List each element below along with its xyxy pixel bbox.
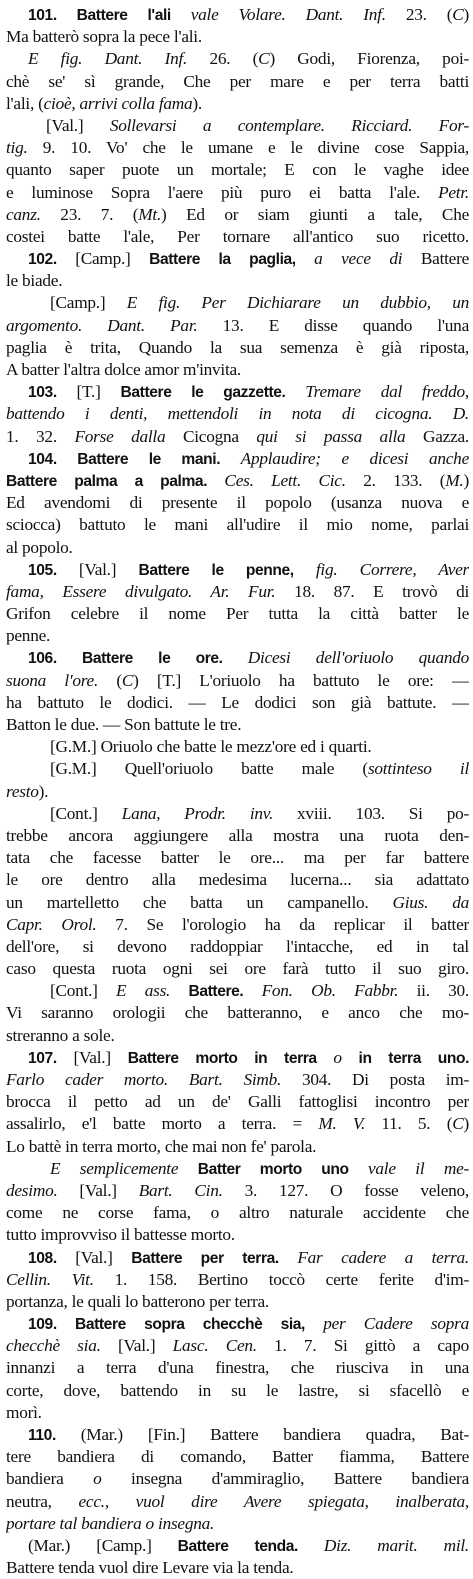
italic-text: vale Volare. Dant. Inf. [190, 5, 386, 24]
italic-text: cioè, arrivi colla fama [43, 93, 193, 113]
body-text: 11. 5. ( [365, 1114, 453, 1134]
entry-line [6, 1491, 469, 1513]
body-text: paglia è trita, Quando la sua semenza è già riposta, [6, 337, 469, 357]
entry-line [6, 892, 469, 914]
entry-line [6, 736, 469, 758]
italic-text: Diz. marit. mil. [323, 1535, 469, 1555]
entry-line [6, 403, 469, 425]
headword-text: 110. [28, 1427, 81, 1444]
italic-text: Fon. Ob. Fabbr. [261, 981, 399, 1001]
body-text: ) Ed or siam giunti a tale, Che [161, 204, 469, 224]
body-text: 7. Se l'orologio ha da replicar il batter [96, 914, 469, 934]
italic-text: C [452, 5, 464, 24]
entry-line [6, 248, 469, 270]
italic-text: C [258, 49, 270, 69]
body-text: Ed avendomi di presente il popolo (usanza nuova e [6, 493, 469, 513]
italic-text: o [93, 1469, 102, 1489]
entry-line [6, 581, 469, 603]
body-text: [G.M.] Quell'oriuolo batte male ( [50, 759, 368, 779]
body-text: 1. 7. Si gittò a capo [256, 1336, 469, 1356]
headword-text: Batter morto uno [197, 1160, 368, 1178]
entry-line [6, 1202, 469, 1224]
body-text: [Cont.] [50, 981, 117, 1001]
body-text: 9. 10. Vo' che le umane e le divine cose Sappia, [27, 138, 469, 158]
body-text: chè se' sì grande, Che per mare e per terra batti [6, 71, 469, 91]
italic-text: portare tal bandiera o insegna. [6, 1513, 215, 1533]
body-text: portanza, le quali lo batterono per terra. [6, 1291, 269, 1311]
entry-line [6, 137, 469, 159]
entry-line [6, 1025, 469, 1047]
body-text: xviii. 103. Si po- [273, 803, 469, 823]
body-text: Gazza. [405, 426, 469, 446]
entry-line [6, 1357, 469, 1379]
dictionary-entry [6, 1047, 469, 1247]
italic-text: Petr. [438, 182, 469, 202]
entry-line [6, 1247, 469, 1269]
body-text: streranno a sole. [6, 1025, 115, 1045]
headword-text: Battere le ore. [81, 650, 248, 668]
body-text: [Val.] [75, 1247, 132, 1267]
body-text: assalirlo, e'l batte morto a terra. = [6, 1114, 319, 1134]
italic-text: Tremare dal freddo, [305, 382, 469, 402]
headword-text: Battere sopra checchè sia, [74, 1316, 324, 1334]
entry-line [6, 1091, 469, 1113]
entry-line [6, 448, 469, 470]
entry-line [6, 869, 469, 891]
italic-text: per Cadere sopra [323, 1314, 469, 1334]
headword-text: 103. [28, 384, 77, 402]
headword-text: Battere. [188, 983, 262, 1001]
body-text: ) [T.] L'oriuolo ha battuto le ore: — [133, 670, 469, 690]
entry-line [6, 315, 469, 337]
body-text: Battere [402, 249, 469, 269]
entry-line [6, 825, 469, 847]
entry-line [6, 426, 469, 448]
italic-text: Lana, Prodr. inv. [121, 803, 274, 823]
body-text: 18. 87. E trovò di [275, 581, 469, 601]
italic-text: vale il me- [368, 1158, 469, 1178]
entry-line [6, 1224, 469, 1246]
entry-line [6, 1535, 469, 1557]
headword-text: 101. [28, 7, 77, 24]
body-text: ha battuto le dodici. — Le dodici son già battute. — [6, 692, 469, 712]
entry-line [6, 26, 469, 48]
italic-text: E fig. Dant. Inf. [28, 49, 188, 69]
body-text: al popolo. [6, 537, 73, 557]
headword-text: Battere le mani. [77, 450, 241, 468]
entry-line [6, 980, 469, 1002]
entry-line [6, 958, 469, 980]
entry-line [6, 1180, 469, 1202]
entry-line [6, 1136, 469, 1158]
body-text: [Val.] [46, 115, 110, 135]
body-text: 1. 32. [6, 426, 75, 446]
italic-text: Dicesi dell'oriuolo quando [247, 648, 469, 668]
entry-line [6, 1291, 469, 1313]
body-text: ). [38, 781, 49, 801]
body-text: 26. ( [187, 49, 259, 69]
italic-text: Cellin. Vit. [6, 1269, 94, 1289]
body-text: Battere tenda vuol dire Levare via la tenda. [6, 1558, 294, 1578]
entry-line [6, 1557, 469, 1579]
italic-text: M. [445, 470, 464, 490]
body-text: (Mar.) [Camp.] [28, 1535, 178, 1555]
body-text: A batter l'altra dolce amor m'invita. [6, 360, 241, 379]
dictionary-entry [6, 448, 469, 559]
entry-line [6, 1113, 469, 1135]
entry-line [6, 936, 469, 958]
entry-line [6, 381, 469, 403]
body-text: trebbe ancora aggiungere alla mostra una ruota den- [6, 825, 469, 845]
entry-line [6, 1047, 469, 1069]
headword-text: Battere tenda. [177, 1537, 324, 1555]
body-text: [Cont.] [50, 803, 122, 823]
italic-text: Ces. Lett. Cic. [224, 470, 346, 490]
body-text: tutto improvviso il battesse morto. [6, 1225, 235, 1245]
body-text: 3. 127. O fosse veleno, [222, 1180, 469, 1200]
italic-text: Gius. da [392, 892, 469, 912]
entry-line [6, 1380, 469, 1402]
italic-text: battendo i denti, mettendoli in nota di cicogna. D. [6, 404, 469, 424]
entry-line [6, 337, 469, 359]
dictionary-entry [6, 647, 469, 1046]
body-text: ) [463, 1114, 469, 1134]
headword-text: 102. [28, 251, 76, 269]
italic-text: Mt. [138, 204, 162, 224]
italic-text: tig. [6, 138, 28, 158]
italic-text: suona l'ore. [6, 670, 99, 690]
body-text: 304. Di posta im- [281, 1070, 469, 1089]
body-text: un martelletto che batta un campanello. [6, 892, 393, 912]
entry-line [6, 204, 469, 226]
body-text: morì. [6, 1402, 42, 1422]
entry-line [6, 714, 469, 736]
headword-text: Battere morto in terra [127, 1049, 334, 1067]
italic-text: C [121, 670, 134, 690]
italic-text: ecc., vuol dire Avere spiegata, inalberata, [78, 1491, 469, 1511]
headword-text: 104. [28, 450, 78, 468]
body-text: (Mar.) [Fin.] Battere bandiera quadra, Bat- [80, 1425, 469, 1444]
headword-text: Battere palma a palma. [6, 472, 225, 490]
entry-line [6, 1335, 469, 1357]
body-text: Cicogna [165, 426, 257, 446]
body-text: 23. 7. ( [40, 204, 139, 224]
body-text: e luminose Sopra l'aere più puro ei batta l'ale. [6, 182, 439, 202]
body-text: sciocca) battuto le mani all'udire il mio nome, parlai [6, 515, 469, 535]
body-text: l'ali, ( [6, 93, 44, 113]
italic-text: Forse dalla [74, 426, 166, 446]
body-text: innanzi a terra d'una finestra, che riusciva in una [6, 1358, 469, 1378]
dictionary-entry [6, 248, 469, 381]
italic-text: argomento. Dant. Par. [6, 315, 198, 335]
italic-text: Sollevarsi a contemplare. Ricciard. For- [109, 115, 469, 135]
italic-text: o [333, 1047, 342, 1067]
body-text: Grifon celebre il nome Per tutta la città batter le [6, 604, 469, 624]
body-text: tere bandiera di comando, Batter fiamma, Battere [6, 1447, 469, 1467]
entry-line [6, 1402, 469, 1424]
body-text: [Val.] [78, 559, 139, 579]
entry-line [6, 781, 469, 803]
body-text: insegna d'ammiraglio, Battere bandiera [101, 1469, 469, 1489]
headword-text: Battere le penne, [138, 561, 316, 579]
body-text: ) [463, 470, 469, 490]
italic-text: checchè sia. [6, 1336, 101, 1356]
body-text: 2. 133. ( [345, 470, 446, 490]
entry-line [6, 1269, 469, 1291]
body-text: Vi saranno orologii che batteranno, e anco che mo- [6, 1003, 469, 1023]
body-text: [Val.] [100, 1336, 173, 1356]
entry-line [6, 514, 469, 536]
headword-text: Battere l'ali [76, 7, 191, 24]
italic-text: Lasc. Cen. [172, 1336, 257, 1356]
entry-line [6, 559, 469, 581]
entry-line [6, 470, 469, 492]
entry-line [6, 847, 469, 869]
dictionary-entry [6, 4, 469, 248]
italic-text: fama, Essere divulgato. Ar. Fur. [6, 581, 276, 601]
body-text: [G.M.] Oriuolo che batte le mezz'ore ed i quarti. [50, 737, 372, 757]
italic-text: canz. [6, 204, 41, 224]
dictionary-entry [6, 559, 469, 648]
entry-line [6, 1069, 469, 1091]
body-text: bandiera [6, 1469, 94, 1489]
entry-line [6, 1446, 469, 1468]
body-text: tata che facesse batter le ore... ma per far battere [6, 848, 469, 868]
body-text: brocca il petto ad un de' Galli fattoglisi incontro per [6, 1092, 469, 1112]
italic-text: Capr. Orol. [6, 914, 97, 934]
dictionary-entry [6, 381, 469, 448]
body-text: Batton le due. — Son battute le tre. [6, 715, 242, 734]
entry-line [6, 1424, 469, 1446]
body-text: Lo battè in terra morto, che mai non fe' parola. [6, 1136, 317, 1156]
entry-line [6, 1158, 469, 1180]
entry-line [6, 93, 469, 115]
entry-line [6, 1468, 469, 1490]
body-text: quanto saper puote un mortale; E con le vaghe idee [6, 160, 469, 180]
body-text: le biade. [6, 271, 63, 291]
entry-line [6, 1513, 469, 1535]
entry-line [6, 803, 469, 825]
italic-text: M. V. [318, 1114, 366, 1134]
italic-text: E fig. Per Dichiarare un dubbio, un [126, 293, 469, 313]
entry-line [6, 647, 469, 669]
entry-line [6, 1002, 469, 1024]
body-text: caso questa ruota ogni sei ore farà tutto il suo giro. [6, 959, 469, 979]
italic-text: Applaudire; e dicesi anche [240, 448, 469, 468]
dictionary-entry [6, 1247, 469, 1314]
body-text: le ore dentro alla medesima lucerna... sia adattato [6, 870, 469, 890]
body-text: ( [98, 670, 122, 690]
entry-line [6, 537, 469, 559]
headword-text: 109. [28, 1316, 75, 1334]
body-text: 23. ( [385, 5, 453, 24]
italic-text: Far cadere a terra. [297, 1247, 469, 1267]
body-text: costei batte l'ale, Per tornare all'antico suo ricetto. [6, 226, 469, 246]
headword-text: 105. [28, 561, 79, 579]
entry-line [6, 48, 469, 70]
entry-line [6, 359, 469, 381]
entry-line [6, 603, 469, 625]
body-text: penne. [6, 626, 51, 646]
headword-text: Battere per terra. [131, 1249, 298, 1267]
dictionary-entry [6, 1424, 469, 1579]
entry-line [6, 1313, 469, 1335]
headword-text: Battere le gazzette. [120, 384, 306, 402]
headword-text: in terra uno. [341, 1049, 469, 1067]
body-text: ). [192, 93, 202, 113]
entry-line [6, 492, 469, 514]
body-text: corte, dove, battendo in su le lastre, si sfacellò e [6, 1380, 469, 1400]
entry-line [6, 182, 469, 204]
body-text: ii. 30. [398, 981, 469, 1001]
italic-text: Bart. Cin. [138, 1180, 223, 1200]
italic-text: C [452, 1114, 464, 1134]
headword-text: 108. [28, 1249, 76, 1267]
body-text: neutra, [6, 1491, 79, 1511]
italic-text: E semplicemente [50, 1158, 198, 1178]
body-text: 13. E disse quando l'una [197, 315, 469, 335]
italic-text: resto [6, 781, 39, 801]
italic-text: qui si passa alla [256, 426, 406, 446]
italic-text: E ass. [116, 981, 189, 1001]
entry-line [6, 758, 469, 780]
italic-text: sottinteso il [367, 759, 469, 779]
headword-text: 107. [28, 1049, 74, 1067]
body-text: [Camp.] [50, 293, 127, 313]
entry-line [6, 692, 469, 714]
body-text: Ma batterò sopra la pece l'ali. [6, 27, 202, 47]
entry-line [6, 115, 469, 137]
body-text: [Val.] [57, 1180, 139, 1200]
body-text: [Camp.] [75, 249, 150, 269]
entry-line [6, 71, 469, 93]
entry-line [6, 159, 469, 181]
body-text: 1. 158. Bertino toccò certe ferite d'im- [93, 1269, 469, 1289]
entry-line [6, 670, 469, 692]
entry-line [6, 625, 469, 647]
italic-text: a vece di [314, 249, 403, 269]
body-text: [Val.] [73, 1047, 128, 1067]
entry-line [6, 4, 469, 26]
italic-text: fig. Correre, Aver [315, 559, 469, 579]
entry-line [6, 914, 469, 936]
entry-line [6, 226, 469, 248]
entry-line [6, 292, 469, 314]
headword-text: Battere la paglia, [149, 251, 315, 269]
body-text: come ne corse fama, o altro naturale accidente che [6, 1203, 469, 1223]
body-text: ) Godi, Fiorenza, poi- [269, 49, 469, 69]
dictionary-entry [6, 1313, 469, 1424]
body-text: ) [463, 5, 469, 24]
entry-line [6, 270, 469, 292]
body-text: [T.] [76, 382, 121, 402]
italic-text: Farlo cader morto. Bart. Simb. [6, 1070, 282, 1089]
italic-text: desimo. [6, 1180, 58, 1200]
headword-text: 106. [28, 650, 82, 668]
body-text: dell'ore, si devono raddoppiar l'intacche, ed in tal [6, 936, 469, 956]
